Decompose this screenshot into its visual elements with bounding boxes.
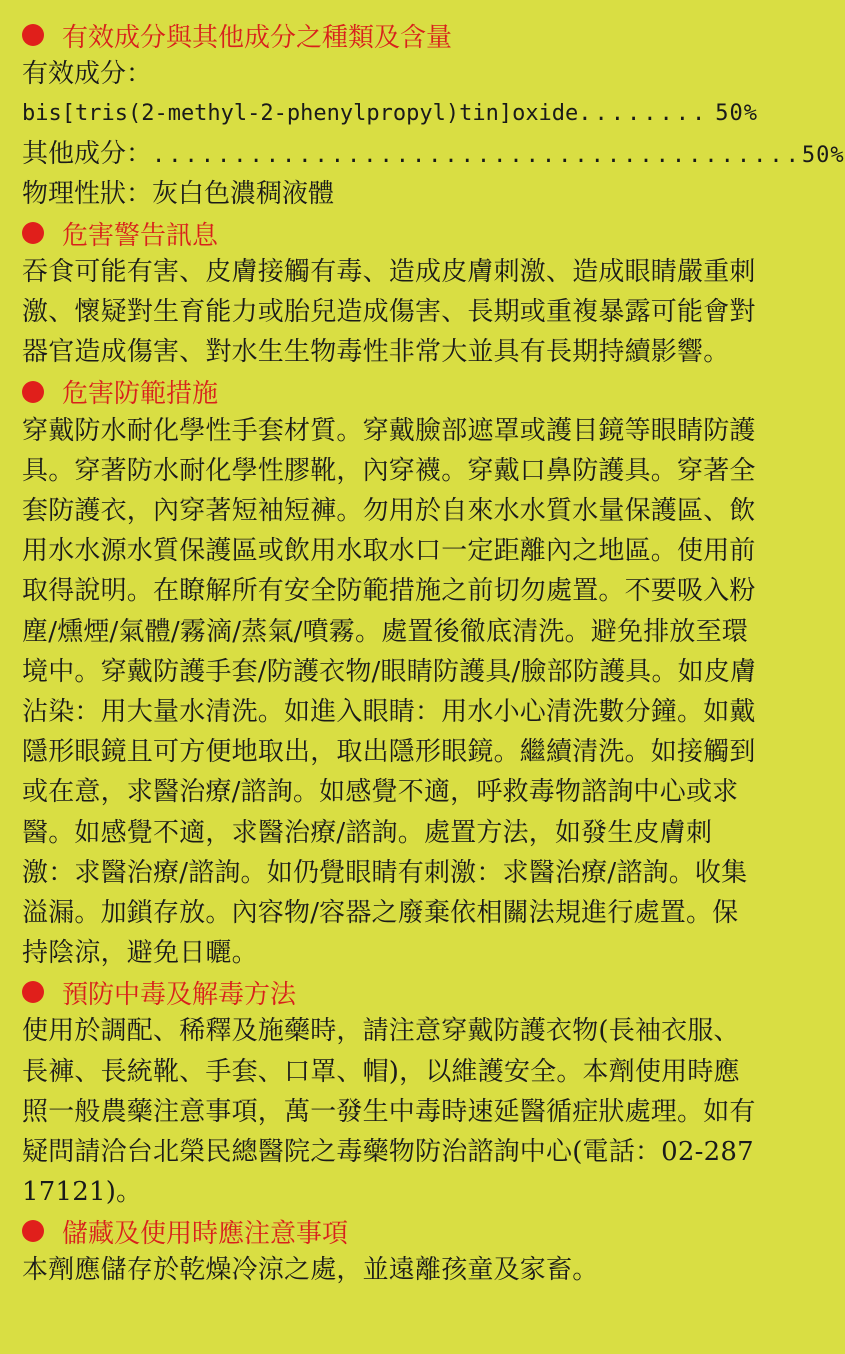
poison-prevention-text: 使用於調配、稀釋及施藥時，請注意穿戴防護衣物(長袖衣服、長褲、長統靴、手套、口罩、帽)，以維護安全。本劑使用時應照一般農藥注意事項，萬一發生中毒時速延醫循症狀處理。如有疑問請洽台北榮民總醫院之毒藥物防治諮詢中心(電話：02-28717121)。 [22,1016,756,1208]
heading-text: 儲藏及使用時應注意事項 [62,1218,349,1249]
active-ingredient-name: bis[tris(2-methyl-2-phenylpropyl)tin]oxide [22,101,579,126]
heading-text: 有效成分與其他成分之種類及含量 [62,22,453,53]
active-ingredient-row [22,94,758,134]
other-ingredient-percent: 50% [801,143,845,168]
bullet-icon [22,222,44,244]
dot-leader: ........................................ [152,143,802,168]
hazard-warning-text: 吞食可能有害、皮膚接觸有毒、造成皮膚刺激、造成眼睛嚴重刺激、懷疑對生育能力或胎兒造成傷害、長期或重複暴露可能會對器官造成傷害、對水生生物毒性非常大並具有長期持續影響。 [22,257,756,368]
active-ingredient-label: 有效成分： [22,59,153,89]
other-ingredient-row [22,134,845,174]
heading-text: 危害防範措施 [62,379,219,410]
bullet-icon [22,1220,44,1242]
precautions-text: 穿戴防水耐化學性手套材質。穿戴臉部遮罩或護目鏡等眼睛防護具。穿著防水耐化學性膠靴，內穿襪。穿戴口鼻防護具。穿著全套防護衣，內穿著短袖短褲。勿用於自來水水質水量保護區、飲用水水源水質保護區或飲用水取水口一定距離內之地區。使用前取得說明。在瞭解所有安全防範措施之前切勿處置。不要吸入粉塵/燻煙/氣體/霧滴/蒸氣/噴霧。處置後徹底清洗。避免排放至環境中。穿戴防護手套/防護衣物/眼睛防護具/臉部防護具。如皮膚沾染：用大量水清洗。如進入眼睛：用水小心清洗數分鐘。如戴隱形眼鏡且可方便地取出，取出隱形眼鏡。繼續清洗。如接觸到或在意，求醫治療/諮詢。如感覺不適，呼救毒物諮詢中心或求醫。如感覺不適，求醫治療/諮詢。處置方法，如發生皮膚刺激：求醫治療/諮詢。如仍覺眼睛有刺激：求醫治療/諮詢。收集溢漏。加鎖存放。內容物/容器之廢棄依相關法規進行處置。保持陰涼，避免日曬。 [22,415,757,969]
bullet-icon [22,381,44,403]
active-ingredient-percent: 50% [715,101,758,126]
section-heading-poison-prevention [22,973,758,1011]
section-heading-storage [22,1212,758,1250]
other-ingredient-label: 其他成分： [22,139,153,169]
physical-state: 物理性狀：灰白色濃稠液體 [22,179,335,209]
bullet-icon [22,24,44,46]
bullet-icon [22,981,44,1003]
dot-leader: ........ [578,101,709,126]
section-heading-precautions [22,373,758,411]
storage-text: 本劑應儲存於乾燥冷涼之處，並遠離孩童及家畜。 [22,1255,599,1286]
section-heading-composition [22,16,758,54]
heading-text: 危害警告訊息 [62,220,219,251]
heading-text: 預防中毒及解毒方法 [62,979,297,1010]
section-heading-hazard-warning [22,214,758,252]
